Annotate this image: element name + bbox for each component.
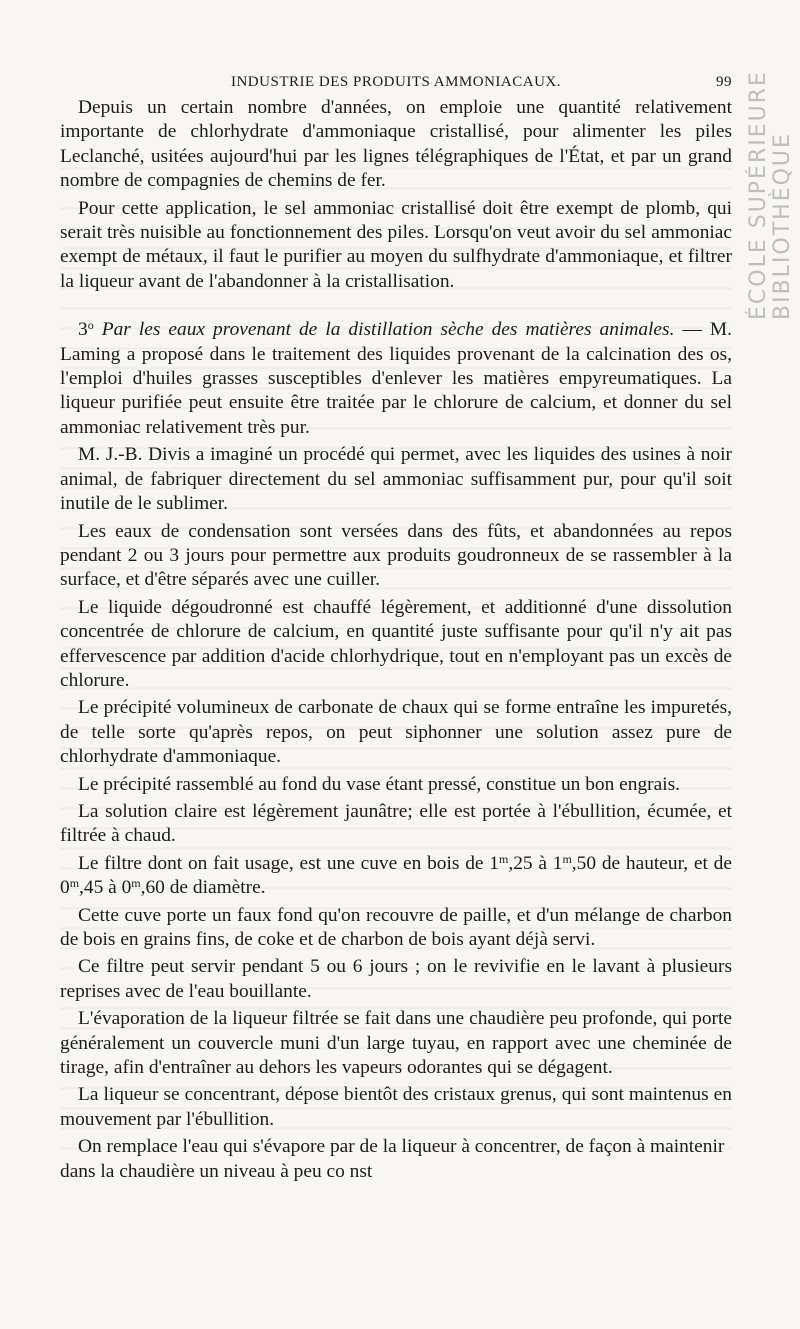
paragraph-solution-claire: La solution claire est légèrement jaunâtre; elle est portée à l'ébullition, écumée, et filtrée à chaud.: [60, 800, 732, 847]
section-ordinal: o: [87, 318, 94, 333]
paragraph-eaux-condensation: Les eaux de condensation sont versées dans des fûts, et abandonnées au repos pendant 2 ou 3 jours pour permettre aux produits goudronneux de se rassembler à la surface, et d'être séparés avec une cuiller.: [60, 520, 732, 591]
margin-bleed-line-1: ÉCOLE SUPÉRIEURE: [746, 70, 771, 320]
page-number: 99: [716, 74, 732, 90]
paragraph-evaporation: L'évaporation de la liqueur filtrée se fait dans une chaudière peu profonde, qui porte généralement un couvercle muni d'un large tuyau, en rapport avec une cheminée de tirage, afin d'entraîner au dehors les vapeurs odorantes qui se dégagent.: [60, 1008, 732, 1079]
margin-bleed-line-2: BIBLIOTHÈQUE: [770, 132, 795, 320]
running-title: INDUSTRIE DES PRODUITS AMMONIACAUX.: [230, 74, 562, 90]
unit-sup-3: m: [69, 876, 80, 891]
paragraph-filtre-dimensions: [60, 852, 732, 901]
paragraph-niveau: On remplace l'eau qui s'évapore par de la liqueur à concentrer, de façon à maintenir dans la chaudière un niveau à peu co nst: [60, 1136, 725, 1182]
unit-sup-1: m: [499, 851, 509, 866]
margin-bleed-stamp: [738, 30, 800, 330]
paragraph-engrais: Le précipité rassemblé au fond du vase étant pressé, constitue un bon engrais.: [78, 773, 680, 795]
unit-sup-4: m: [131, 876, 141, 891]
book-page: [60, 70, 732, 1184]
paragraph-faux-fond: Cette cuve porte un faux fond qu'on recouvre de paille, et d'un mélange de charbon de bois en grains fins, de coke et de charbon de bois ayant déjà servi.: [60, 904, 732, 950]
unit-sup-2: m: [562, 851, 572, 866]
section-number: 3: [78, 319, 88, 341]
paragraph-section-3: [60, 318, 732, 440]
filtre-text-e: ,60 de diamètre.: [140, 877, 266, 899]
paragraph-precipite-volumineux: Le précipité volumineux de carbonate de chaux qui se forme entraîne les impuretés, de telle sorte qu'après repos, on peut siphonner une solution assez pure de chlorhydrate d'ammoniaque.: [60, 697, 732, 768]
paragraph-divis: M. J.-B. Divis a imaginé un procédé qui permet, avec les liquides des usines à noir animal, de fabriquer directement du sel ammoniac suffisamment pur, pour qu'il soit inutile de le sublimer.: [60, 444, 732, 515]
paragraph-revivifie: Ce filtre peut servir pendant 5 ou 6 jours ; on le revivifie en le lavant à plusieurs reprises avec de l'eau bouillante.: [60, 956, 732, 1002]
section-heading: Par les eaux provenant de la distillation sèche des matières animales.: [101, 319, 675, 341]
filtre-text-b: ,25 à 1: [508, 852, 563, 874]
filtre-text-d: ,45 à 0: [79, 877, 132, 899]
body-text: [60, 96, 732, 1184]
section-text: — M. Laming a proposé dans le traitement des liquides provenant de la calcination des os, l'emploi d'huiles grasses susceptibles d'enlever les matières empyreumatiques. La liqueur purifiée peut ensuite être traitée par le chlorure de calcium, et donner du sel ammoniac relativement très pur.: [60, 319, 732, 438]
paragraph-exempt-de-plomb: Pour cette application, le sel ammoniac cristallisé doit être exempt de plomb, qui serait très nuisible au fonctionnement des piles. Lorsqu'on veut avoir du sel ammoniac exempt de métaux, il faut le purifier au moyen du sulfhydrate d'ammoniaque, et filtrer la liqueur avant de l'abandonner à la cristallisation.: [60, 197, 732, 292]
paragraph-cristaux-grenus: La liqueur se concentrant, dépose bientôt des cristaux grenus, qui sont maintenus en mouvement par l'ébullition.: [60, 1084, 732, 1130]
paragraph-piles-leclanche: Depuis un certain nombre d'années, on emploie une quantité relativement importante de chlorhydrate d'ammoniaque cristallisé, pour alimenter les piles Leclanché, usitées aujourd'hui par les lignes télégraphiques de l'État, et par un grand nombre de compagnies de chemins de fer.: [60, 97, 732, 192]
filtre-text-c: ,50 de hauteur, et de 0: [60, 852, 732, 899]
filtre-text-a: Le filtre dont on fait usage, est une cuve en bois de 1: [78, 852, 499, 874]
page-header: [60, 70, 732, 96]
paragraph-liquide-degoudronne: Le liquide dégoudronné est chauffé légèrement, et additionné d'une dissolution concentrée de chlorure de calcium, en quantité juste suffisante pour qu'il n'y ait pas effervescence par addition d'acide chlorhydrique, tout en n'employant pas un excès de chlorure.: [60, 596, 732, 691]
